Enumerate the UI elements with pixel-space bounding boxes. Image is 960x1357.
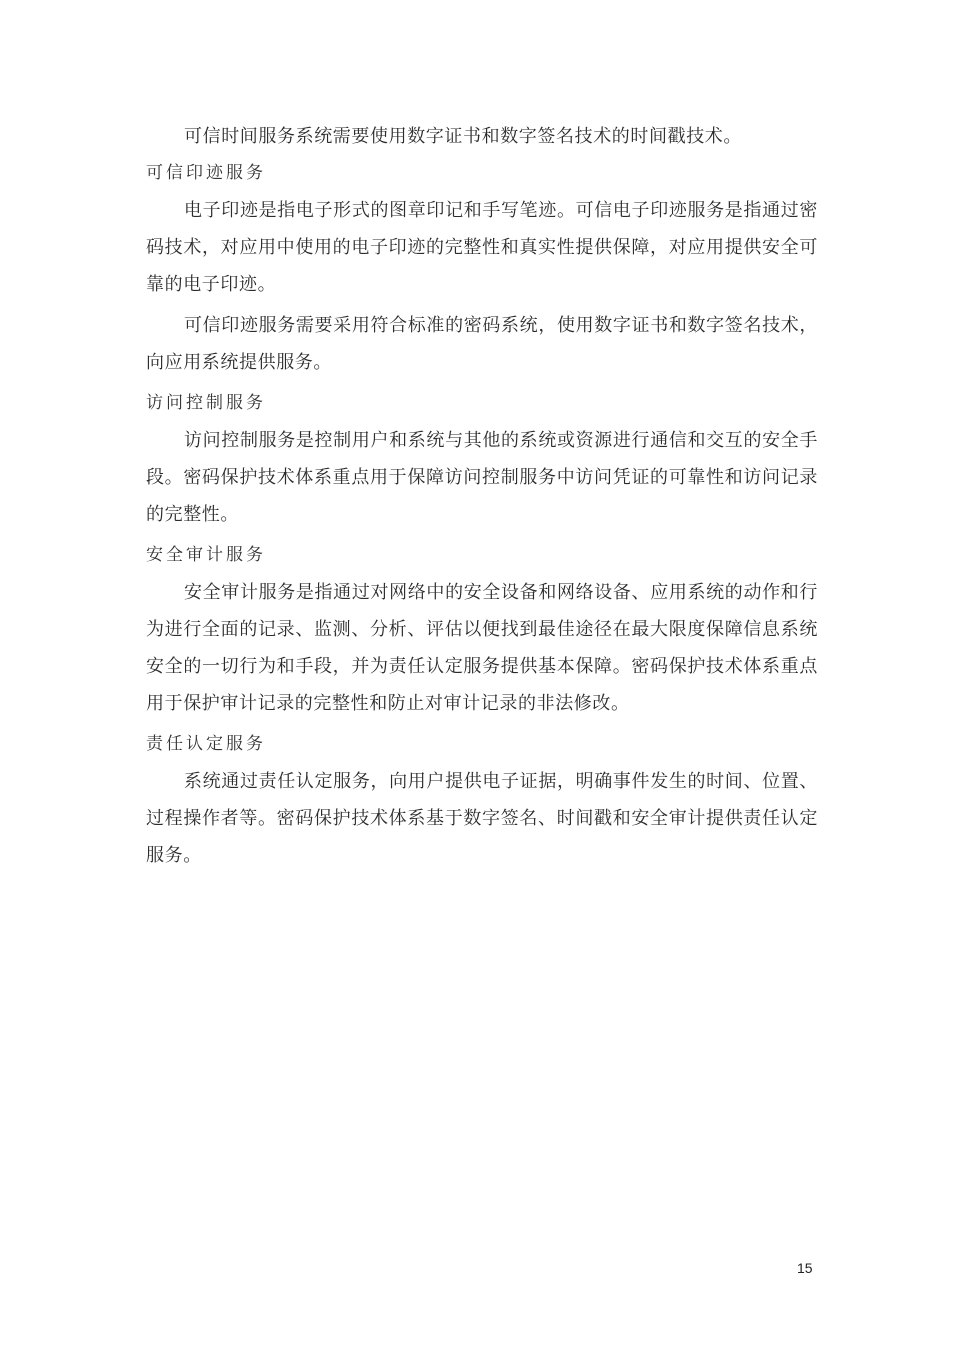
section-security-audit <box>146 537 818 722</box>
section-paragraph: 可信印迹服务需要采用符合标准的密码系统，使用数字证书和数字签名技术，向应用系统提供服务。 <box>146 315 818 373</box>
section-accountability <box>146 726 818 874</box>
section-heading: 访问控制服务 <box>146 393 266 413</box>
section-heading: 安全审计服务 <box>146 545 266 565</box>
section-access-control <box>146 385 818 533</box>
section-paragraph: 访问控制服务是控制用户和系统与其他的系统或资源进行通信和交互的安全手段。密码保护技术体系重点用于保障访问控制服务中访问凭证的可靠性和访问记录的完整性。 <box>146 430 818 525</box>
section-paragraph: 安全审计服务是指通过对网络中的安全设备和网络设备、应用系统的动作和行为进行全面的记录、监测、分析、评估以便找到最佳途径在最大限度保障信息系统安全的一切行为和手段，并为责任认定服务提供基本保障。密码保护技术体系重点用于保护审计记录的完整性和防止对审计记录的非法修改。 <box>146 582 818 714</box>
intro-paragraph: 可信时间服务系统需要使用数字证书和数字签名技术的时间戳技术。 <box>184 126 742 147</box>
section-paragraph: 系统通过责任认定服务，向用户提供电子证据，明确事件发生的时间、位置、过程操作者等。密码保护技术体系基于数字签名、时间戳和安全审计提供责任认定服务。 <box>146 771 818 866</box>
page-number: 15 <box>797 1260 813 1276</box>
section-heading: 可信印迹服务 <box>146 163 266 183</box>
section-heading: 责任认定服务 <box>146 734 266 754</box>
page-body <box>146 118 818 878</box>
section-trusted-trace <box>146 155 818 381</box>
section-paragraph: 电子印迹是指电子形式的图章印记和手写笔迹。可信电子印迹服务是指通过密码技术，对应用中使用的电子印迹的完整性和真实性提供保障，对应用提供安全可靠的电子印迹。 <box>146 200 818 295</box>
